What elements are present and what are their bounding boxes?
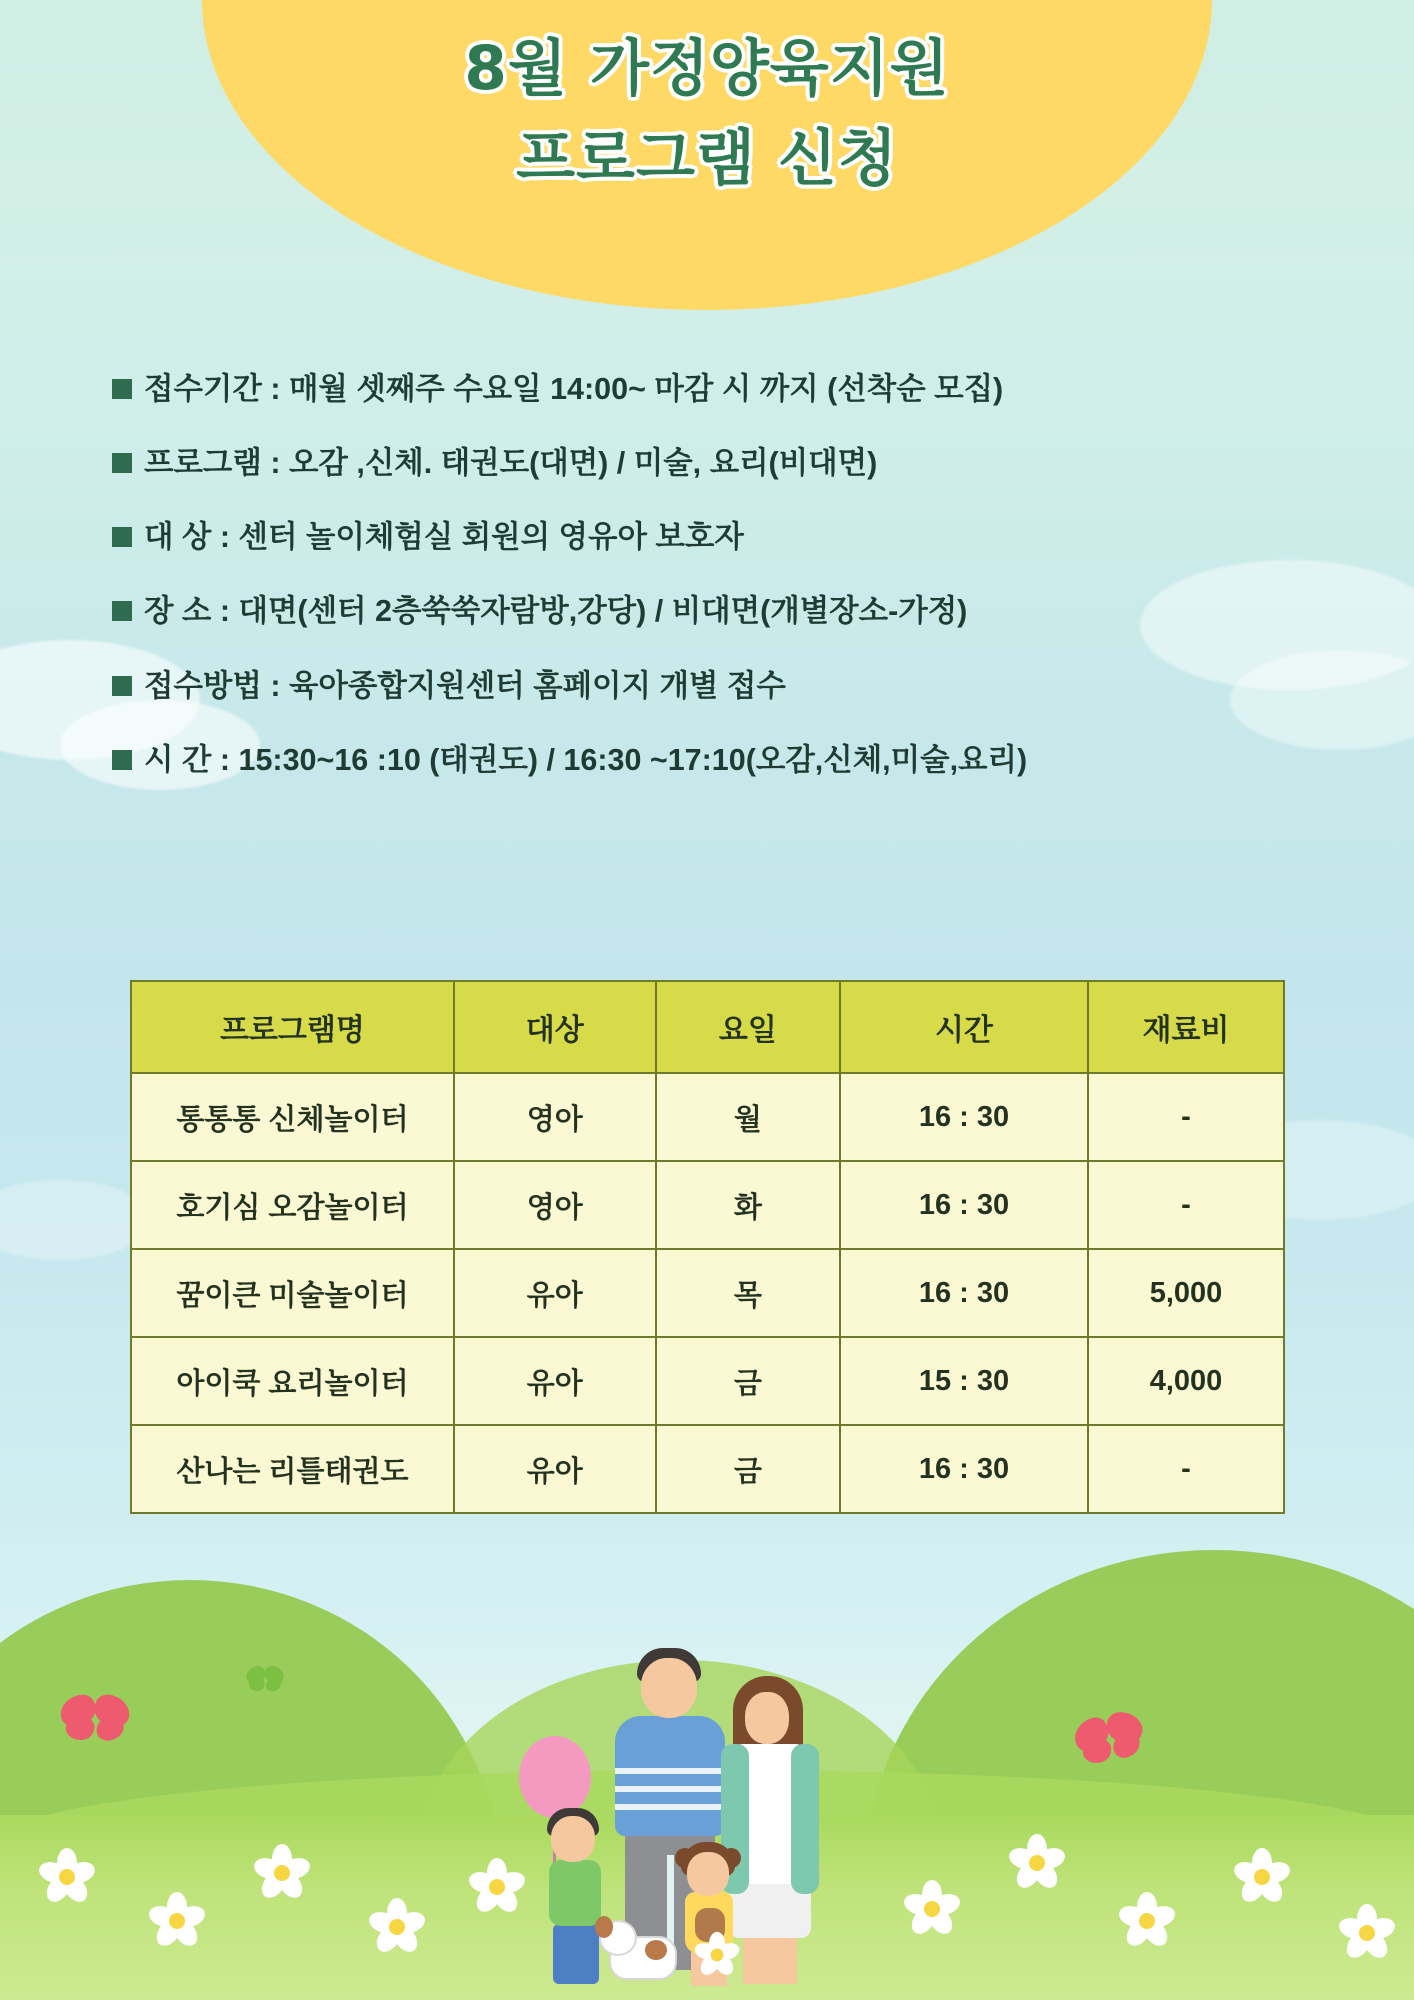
daisy-flower-icon	[905, 1882, 959, 1936]
program-table	[130, 980, 1285, 1514]
cell-time: 16 : 30	[840, 1161, 1088, 1249]
square-bullet-icon	[112, 676, 132, 696]
table-header-row	[131, 981, 1284, 1073]
cell-fee: -	[1088, 1425, 1284, 1513]
father-body	[615, 1716, 725, 1836]
program-table-container	[130, 980, 1285, 1514]
cell-fee: -	[1088, 1073, 1284, 1161]
info-list	[112, 370, 1332, 815]
mother-legs	[743, 1936, 797, 1984]
boy-body	[549, 1860, 601, 1926]
mother-head	[745, 1692, 789, 1744]
table-row	[131, 1337, 1284, 1425]
title-line-1: 8월 가정양육지원	[464, 33, 950, 104]
table-row	[131, 1161, 1284, 1249]
mother-cardigan	[791, 1744, 819, 1894]
info-item-location	[112, 592, 1332, 630]
cell-program: 통통통 신체놀이터	[131, 1073, 454, 1161]
daisy-flower-icon	[1010, 1836, 1064, 1890]
cell-day: 금	[656, 1337, 840, 1425]
daisy-flower-icon	[40, 1850, 94, 1904]
square-bullet-icon	[112, 750, 132, 770]
cell-program: 아이쿡 요리놀이터	[131, 1337, 454, 1425]
dog-ear	[595, 1916, 613, 1938]
cell-program: 꿈이큰 미술놀이터	[131, 1249, 454, 1337]
butterfly-icon	[246, 1664, 285, 1697]
column-header-fee: 재료비	[1088, 981, 1284, 1073]
cell-fee: -	[1088, 1161, 1284, 1249]
column-header-time: 시간	[840, 981, 1088, 1073]
daisy-flower-icon	[1235, 1850, 1289, 1904]
cell-fee: 5,000	[1088, 1249, 1284, 1337]
cell-time: 16 : 30	[840, 1249, 1088, 1337]
butterfly-icon	[60, 1690, 130, 1750]
cell-fee: 4,000	[1088, 1337, 1284, 1425]
balloon-icon	[519, 1736, 591, 1818]
table-row	[131, 1249, 1284, 1337]
square-bullet-icon	[112, 527, 132, 547]
daisy-flower-icon	[150, 1894, 204, 1948]
father-shirt-stripe	[615, 1768, 725, 1774]
cell-target: 영아	[454, 1161, 656, 1249]
info-item-target	[112, 518, 1332, 556]
info-item-label: 접수기간 : 매월 셋째주 수요일 14:00~ 마감 시 까지 (선착순 모집)	[144, 372, 1004, 406]
cell-target: 영아	[454, 1073, 656, 1161]
cell-time: 16 : 30	[840, 1073, 1088, 1161]
daisy-flower-icon	[695, 1933, 738, 1976]
dog-spot	[645, 1940, 667, 1960]
column-header-program: 프로그램명	[131, 981, 454, 1073]
cell-day: 월	[656, 1073, 840, 1161]
cell-day: 목	[656, 1249, 840, 1337]
info-item-label: 시 간 : 15:30~16 :10 (태권도) / 16:30 ~17:10(오감,신체,미술,요리)	[144, 742, 1028, 777]
table-row	[131, 1425, 1284, 1513]
cell-target: 유아	[454, 1337, 656, 1425]
info-item-label: 프로그램 : 오감 ,신체. 태권도(대면) / 미술, 요리(비대면)	[144, 446, 878, 481]
boy-head	[551, 1816, 595, 1862]
info-item-application-period	[112, 370, 1332, 408]
father-shirt-stripe	[615, 1786, 725, 1792]
boy-legs	[553, 1924, 599, 1984]
table-row	[131, 1073, 1284, 1161]
cell-day: 화	[656, 1161, 840, 1249]
square-bullet-icon	[112, 453, 132, 473]
title-line-2: 프로그램 신청	[516, 123, 898, 195]
daisy-flower-icon	[255, 1846, 309, 1900]
info-item-time	[112, 741, 1332, 779]
info-item-label: 접수방법 : 육아종합지원센터 홈페이지 개별 접수	[144, 668, 786, 703]
square-bullet-icon	[112, 379, 132, 399]
cell-target: 유아	[454, 1425, 656, 1513]
cell-program: 산나는 리틀태권도	[131, 1425, 454, 1513]
page-title	[0, 24, 1414, 205]
cell-target: 유아	[454, 1249, 656, 1337]
square-bullet-icon	[112, 601, 132, 621]
cell-day: 금	[656, 1425, 840, 1513]
daisy-flower-icon	[1340, 1906, 1394, 1960]
girl-head	[687, 1852, 729, 1896]
info-item-application-method	[112, 667, 1332, 705]
cell-time: 16 : 30	[840, 1425, 1088, 1513]
daisy-flower-icon	[370, 1900, 424, 1954]
daisy-flower-icon	[1120, 1894, 1174, 1948]
father-shirt-stripe	[615, 1804, 725, 1810]
info-item-label: 장 소 : 대면(센터 2층쑥쑥자람방,강당) / 비대면(개별장소-가정)	[144, 594, 968, 629]
father-head	[641, 1658, 697, 1718]
info-item-label: 대 상 : 센터 놀이체험실 회원의 영유아 보호자	[144, 520, 744, 555]
info-item-programs	[112, 444, 1332, 482]
column-header-target: 대상	[454, 981, 656, 1073]
daisy-flower-icon	[470, 1860, 524, 1914]
cloud-icon	[0, 1180, 150, 1260]
cell-program: 호기심 오감놀이터	[131, 1161, 454, 1249]
cell-time: 15 : 30	[840, 1337, 1088, 1425]
column-header-day: 요일	[656, 981, 840, 1073]
